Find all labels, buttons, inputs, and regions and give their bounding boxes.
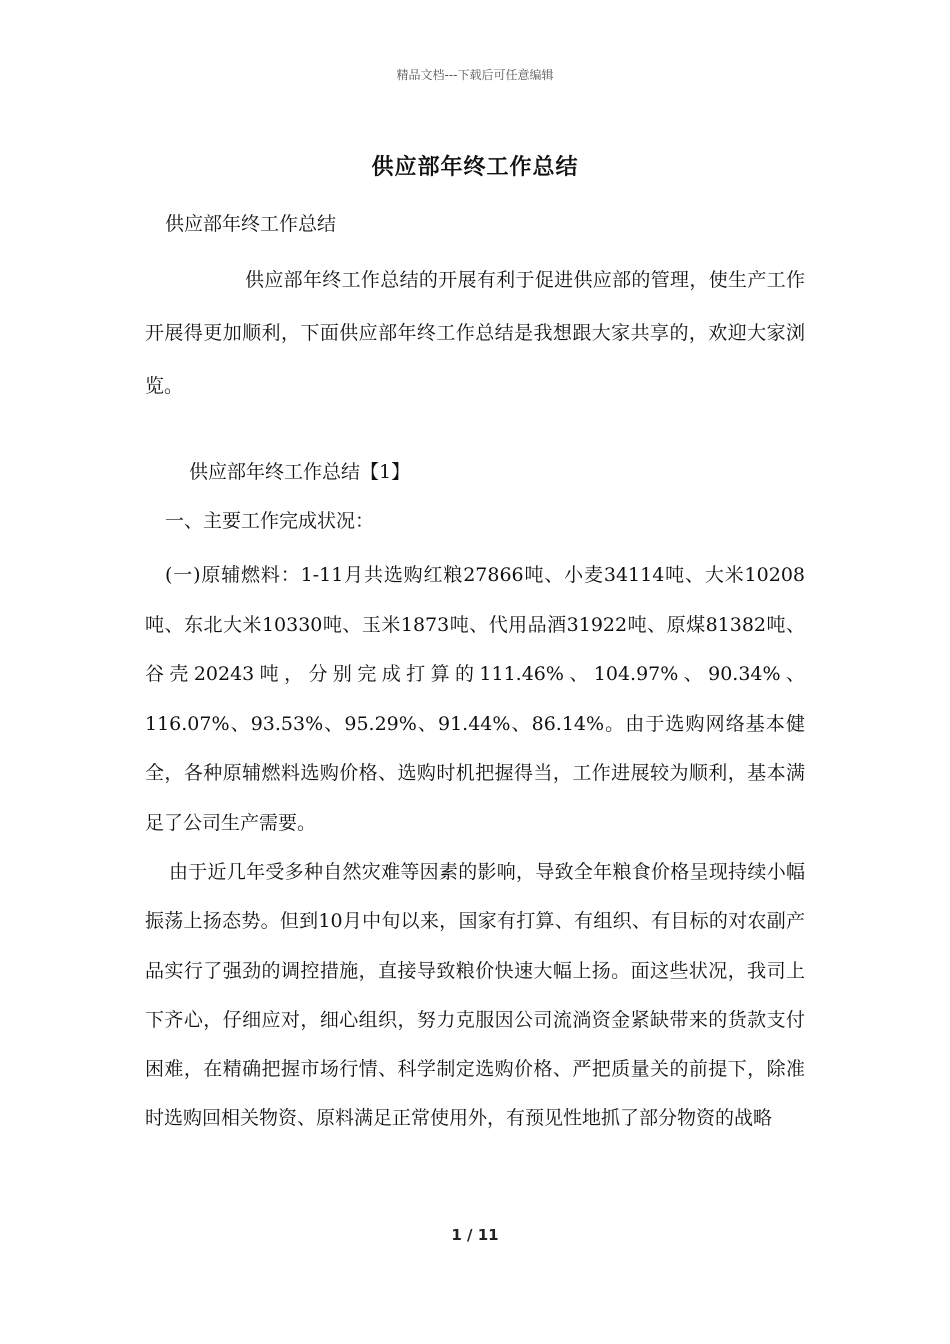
body-paragraph: 由于近几年受多种自然灾难等因素的影响，导致全年粮食价格呈现持续小幅振荡上扬态势。但到10月中旬以来，国家有打算、有组织、有目标的对农副产品实行了强劲的调控措施，直接导致粮价快速大幅上扬。面这些状况，我司上下齐心，仔细应对，细心组织，努力克服因公司流淌资金紧缺带来的货款支付困难，在精确把握市场行情、科学制定选购价格、严把质量关的前提下，除准时选购回相关物资、原料满足正常使用外，有预见性地抓了部分物资的战略 xyxy=(145,861,805,1130)
intro-paragraph: 供应部年终工作总结的开展有利于促进供应部的管理，使生产工作开展得更加顺利，下面供应部年终工作总结是我想跟大家共享的，欢迎大家浏览。 xyxy=(145,269,805,397)
body-paragraph: (一)原辅燃料：1-11月共选购红粮27866吨、小麦34114吨、大米10208吨、东北大米10330吨、玉米1873吨、代用品酒31922吨、原煤81382吨、谷壳20243吨，分别完成打算的111.46%、104.97%、90.34%、116.07%、93.53%、95.29%、91.44%、86.14%。由于选购网络基本健全，各种原辅燃料选购价格、选购时机把握得当，工作进展较为顺利，基本满足了公司生产需要。 xyxy=(145,564,805,834)
page-header: 精品文档---下载后可任意编辑 xyxy=(396,68,554,82)
section-heading: 供应部年终工作总结【1】 xyxy=(189,461,411,483)
document-title: 供应部年终工作总结 xyxy=(371,154,579,180)
item-heading: 一、主要工作完成状况： xyxy=(165,510,375,532)
document-subtitle: 供应部年终工作总结 xyxy=(165,213,337,235)
page-number: 1 / 11 xyxy=(451,1226,499,1244)
